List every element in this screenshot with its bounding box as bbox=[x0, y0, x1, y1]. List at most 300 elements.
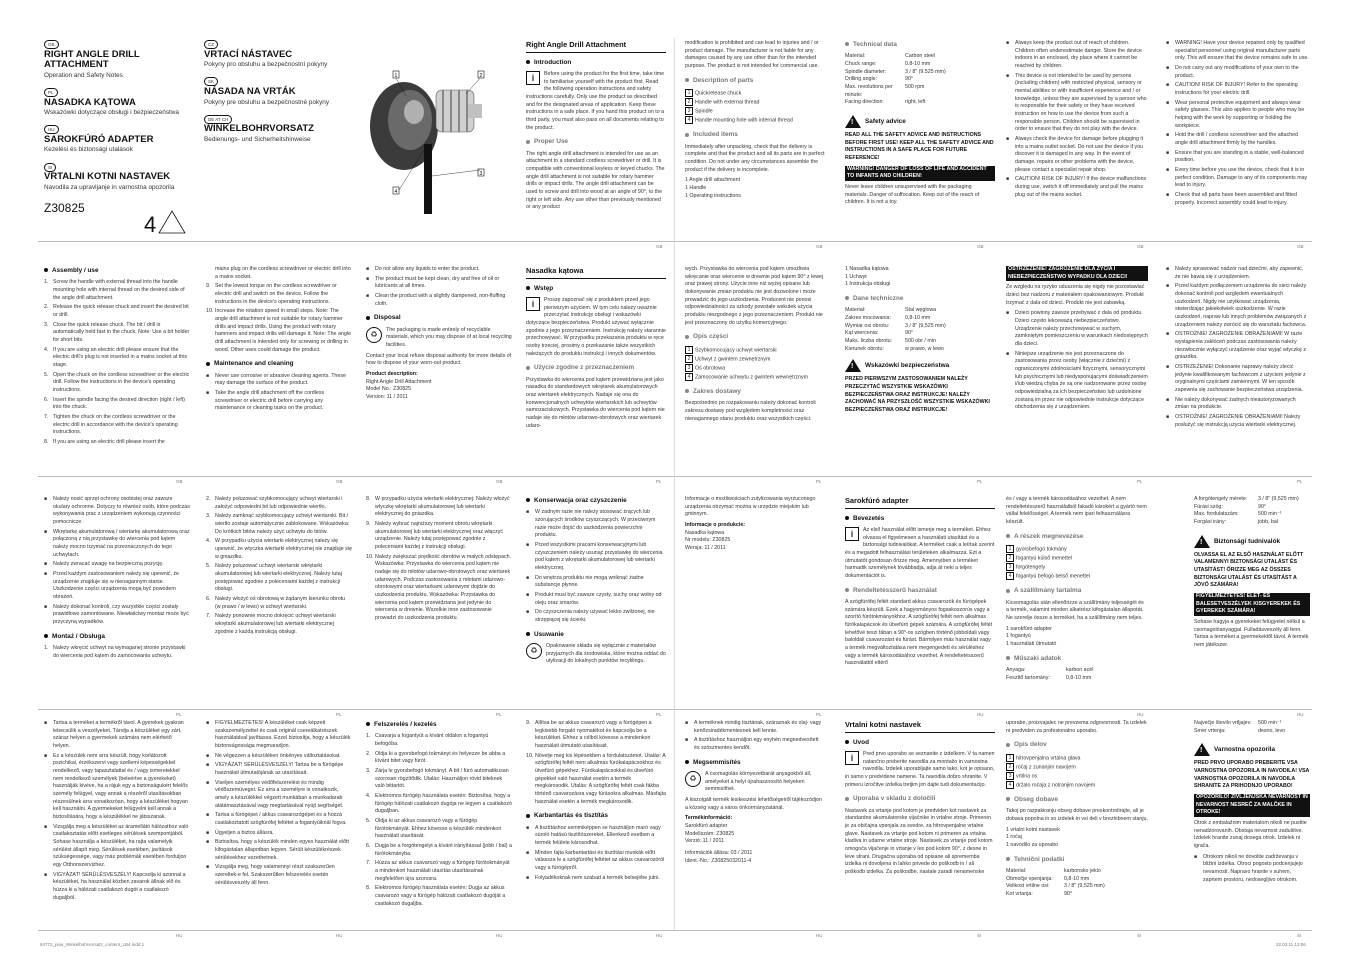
included-item: 1 Angle drill attachment bbox=[685, 177, 741, 184]
tech-key: Materiał: bbox=[845, 307, 866, 314]
product-description-heading: Product description: bbox=[366, 371, 418, 377]
tech-value: desno, levo bbox=[1258, 727, 1286, 734]
part-num-4: 4 bbox=[685, 373, 693, 381]
footer-lang: SI bbox=[1137, 933, 1142, 938]
bullet-dot bbox=[44, 268, 48, 272]
bullet-dot bbox=[845, 42, 849, 46]
footer-lang: GB bbox=[1297, 244, 1304, 249]
safety-text: PRED PRVO UPORABO PREBERITE VSA VARNOSTNA OPOZORILA IN NAVODILA! VSA VARNOSTNA OPOZORILA IN NAVODILA SHRANITE ZA PRIHODNJO UPORABO! bbox=[1194, 760, 1310, 790]
list-item: ■ Ez a készülék nem arra készült, hogy korlátozott pszichikai, érzékszervi vagy szellemi képességekkel rendelkező, vagy tapasztalattal és / vagy ismeretekkel nem rendelkező személyek (beleértve a gyerekeket) használják kivéve, ha a rájuk egy a biztonságukért felelős személy felügyel, vagy annak a részéről utasításokban részesülnek arra vonatkozóan, hogy a készüléket hogyan kell használni. A gyermekeket felügyelni kell annak a biztosítására, hogy a készülékkel ne játsszanak. bbox=[44, 753, 190, 822]
part-num-3: 3 bbox=[685, 107, 693, 115]
pl-col-1 bbox=[526, 266, 666, 472]
list-item: ■ Always check the device for damage before plugging it into a mains outlet socket. Do not use the device if you discover it is damaged in any way. In the event of damage, repairs or other problems with the device, please contact a specialist repair shop. bbox=[1006, 136, 1148, 174]
bullet-dot bbox=[685, 335, 689, 339]
step: Elektromos fúrógép használata esetén: Dugja az akkus csavarozó vagy a fúrógép hálózati csatlakozó dugóját a csatlakozó dugaljba. bbox=[375, 885, 506, 907]
step: Set the lowest torque on the cordless screwdriver or electric drill and switch on the device. Follow the instructions in the device's operating instructions. bbox=[215, 283, 337, 305]
bullet-dot bbox=[845, 516, 849, 520]
list-item: ■ Przed każdym podłączeniem urządzenia do sieci należy dokonać kontroli pod względem ewentualnych uszkodzeń. Nigdy nie użytkować urządzenia, stwierdzając jakiekolwiek uszkodzenie. W razie uszkodzeń, napraw lub innych problemów związanych z urządzeniem należy zwrócić się do warsztatu fachowca. bbox=[1166, 283, 1310, 329]
section-title: Nasadka kątowa bbox=[526, 266, 666, 279]
part-num-4: 4 bbox=[685, 116, 693, 124]
lang-code: DE AT CH bbox=[204, 115, 232, 124]
product-info: Információk állása: 03 / 2011 bbox=[685, 850, 753, 857]
footer-lang: SI bbox=[1297, 933, 1302, 938]
recycle-icon: ♻ bbox=[526, 643, 542, 659]
bullet-dot bbox=[526, 814, 530, 818]
included-text: Kicsomagolás után ellenőrizze a szállítmány teljességét és a termék, valamint minden alkatrész kifogástalan állapotát. Ne szerelje össze a terméket, ha a szállítmány nem teljes. bbox=[1006, 599, 1144, 621]
included-item: 1 navodilo za uporabo bbox=[1006, 841, 1059, 848]
step: W przypadku użycia wiertarki elektrycznej należy się upewnić, że wtyczka wiertarki elektrycznej nie znajduje się w gniazdku. bbox=[215, 538, 352, 560]
part-num-1: 1 bbox=[685, 89, 693, 97]
use-text: Nastavek za vrtanje pod kotom je predviden kot nastavek za standardne akumulatorske vijačnike in vrtalne stroje. Primeren je za običajna vpenjala za svedre, za hitrovpenjalne vrtalne glave. Nastavek za vrtanje pod kotom ni primeren za vrtalna kladiva in udarne vrtalne stroje. Nastavek za vrtanje pod kotom omogoča vijačenje in vrtanje v les pod kotom 90°, z desne in leve strani. Drugačna uporaba od opisane ali sprememba izdelka ni dovoljena in lahko privede do poškodb in / ali poškodb izdelka. Za poškodbe, nastale zaradi nenamenske bbox=[845, 807, 993, 876]
heading-included: Obseg dobave bbox=[1014, 795, 1059, 803]
part-item: vrtilna os bbox=[1016, 773, 1038, 780]
footer-lang: SI bbox=[977, 933, 982, 938]
included-text: Immediately after unpacking, check that the delivery is complete and that the product and all its parts are in perfect condition. Do not under any circumstances assemble the product if the delivery is incomplete. bbox=[685, 143, 825, 173]
list-item: ■ Należy zwracać uwagę na bezpieczną pozycję. bbox=[44, 561, 190, 569]
part-item: Spindle bbox=[695, 108, 713, 115]
part-item: Handle with external thread bbox=[695, 99, 760, 106]
step: Csavarja a fogantyút a kívánt oldalon a fogantyú befogóba. bbox=[375, 733, 489, 747]
pl-col-3 bbox=[845, 266, 995, 472]
list-item: ■ Ügyeljen a biztos állásra. bbox=[206, 830, 352, 838]
hu2-col-3: Felszerelés / kezelés 1. Csavarja a fogantyút a kívánt oldalon a fogantyú befogóba. 2. Oldja ki a gyorsbefogó tokmányt és helyezze be abba a kívánt bitet vagy fúrót. 3. Zárja le gyorsbefogó tokmányt. A bit / fúró automatikusan szorosan rögzítődik. Utalás: Használjon rövid biteknek való bittartót. 4. Elektromos fúrógép használata esetén: Biztosítsa, hogy a fúrógép hálózati csatlakozó dugója ne legyen a csatlakozó dugaljban. 5. Oldja ki az akkus csavarozó vagy a fúrógép fúrótokmányát. Ehhez kövesse a készülék mindenkori használati utasítását. 6. Dugja be a forgótengelyt a kívánt irányítással (jobb / bal) a fúrótokmányba. 7. Húzza az akkus csavarozó vagy a fúrógép fúrótokmányát a mindenkori használati utasítás utasításainak megfelelően újra szorosra. 8. Elektromos fúrógép használata esetén: Dugja az akkus csavarozó vagy a fúrógép hálózati csatlakozó dugóját a csatlakozó dugaljba. bbox=[366, 721, 512, 907]
tech-key: Kierunek obrotu: bbox=[845, 345, 884, 352]
tech-key: Anyaga: bbox=[1006, 666, 1026, 673]
heading-safety: Biztonsági tudnivalók bbox=[1214, 537, 1281, 545]
list-item: ■ Niniejsze urządzenie nie jest przeznaczone do zastosowania przez osoby (włącznie z dziećmi) z ograniczonymi zdolnościami fizycznymi, sensorycznymi lub psychicznymi lub niedysponującymi doświadczeniem i/lub wiedzą chyba że są one nadzorowane przez osobę odpowiedzialną za ich bezpieczeństwo lub uzdolnione zostaną im przez nie odpowiednie instrukcje dotyczące obchodzenia się z urządzeniem. bbox=[1006, 351, 1148, 412]
product-info: Verzió: 11 / 2011 bbox=[685, 838, 724, 845]
recycle-icon: ♻ bbox=[685, 771, 701, 787]
included-text: Bezpośrednio po rozpakowaniu należy dokonać kontroli zakresu dostawy pod względem kompletności oraz nienagannego stanu produktu oraz wszystkich części. bbox=[685, 400, 816, 422]
list-item: ■ Biztosítsa, hogy a készülék minden egyes használat előtt kifogástalan állapotban legyen. Sérült készülékrészek sérülésekhez vezethetnek. bbox=[206, 839, 352, 862]
part-num-3: 3 bbox=[1006, 772, 1014, 780]
bullet-dot bbox=[1006, 797, 1010, 801]
included-item: 1 Nasadka kątowa bbox=[845, 266, 889, 272]
included-item: 1 Handle bbox=[685, 184, 707, 191]
list-item: ■ Always keep the product out of reach of children. Children often underestimate danger. Store the device indoors in an enclosed, dry place where it cannot be reached by children. bbox=[1006, 40, 1148, 71]
list-item: ■ Wear personal protective equipment and always wear safety glasses. This also applies to people who may be helping with the work by supporting or holding the workpiece. bbox=[1166, 100, 1310, 131]
list-item: ■ VIGYÁZAT! SÉRÜLÉSVESZÉLY! Kapcsolja ki azonnal a készüléket, ha használat közben zavarok állnak elő és húzza ki a hálózati csatlakozó dugót a csatlakozó dugaljból. bbox=[44, 872, 190, 903]
included-item: 1 fogantyú bbox=[1006, 633, 1031, 640]
product-info: Version: 11 / 2011 bbox=[366, 394, 408, 401]
disposal-text: A kiszolgált termék lesikeszési lehetőségeiről tájékozódjon a község vagy a város önkormányzatánál. bbox=[685, 796, 822, 811]
tech-value: Carbon steel bbox=[905, 53, 936, 60]
heading-introduction: Wstęp bbox=[534, 284, 554, 292]
tech-value: 0.8-10 mm bbox=[905, 60, 931, 67]
part-num-4: 4 bbox=[1006, 781, 1014, 789]
step: Elektromos fúrógép használata esetén: Biztosítsa, hogy a fúrógép hálózati csatlakozó dugója ne legyen a csatlakozó dugaljban. bbox=[375, 792, 512, 815]
bullet-dot bbox=[685, 389, 689, 393]
list-item: ■ Hold the drill / cordless screwdriver and the attached angle drill attachment firmly by the handles. bbox=[1166, 132, 1310, 147]
step: mains plug on the cordless screwdriver or electric drill into a mains socket. bbox=[215, 266, 351, 280]
pl-col-2 bbox=[685, 266, 825, 472]
divider bbox=[38, 930, 1312, 931]
footer-lang: PL bbox=[336, 712, 342, 717]
product-info: Ident.-No.: Z30825032011-4 bbox=[685, 857, 752, 864]
intro-text: Before using the product for the first time, take time to familiarise yourself with the product first. Read the following operation instructions and safety instructions carefully. Only use the product as described and for the designated areas of application. Keep these instructions in a safe place. If you hand this product on to a third party, you must also pass on all documents relating to the product. bbox=[526, 71, 665, 131]
lang-code: PL bbox=[44, 88, 58, 97]
heading-parts: Opis części bbox=[693, 333, 729, 341]
step: Oldja ki az akkus csavarozó vagy a fúrógép fúrótokmányát. Ehhez kövesse a készülék mindenkori használati utasítását. bbox=[375, 818, 502, 840]
list-item: ■ Minden fajta karbantartási és tisztítási munkák előtt válassza le a szögfúrófej feltétet az akkus csavarozóról vagy a fúrógépről. bbox=[526, 850, 666, 873]
bullet-dot bbox=[685, 133, 689, 137]
footer-lang: GB bbox=[176, 479, 183, 484]
part-num-1: 1 bbox=[685, 346, 693, 354]
list-item: ■ W żadnym razie nie należy stosować żrących lub szorujących środków czyszczących. W przeciwnym razie może dojść do uszkodzenia powierzchni produktu. bbox=[526, 509, 666, 540]
tech-value: 3 / 8" (9,525 mm) bbox=[905, 322, 946, 329]
tech-value: w prawo, w lewo bbox=[905, 345, 944, 352]
tech-key: Območje vpenjanja: bbox=[1006, 875, 1053, 882]
heading-maintenance: Konserwacja oraz czyszczenie bbox=[534, 497, 627, 504]
tech-key: Velikost vrtilne osi: bbox=[1006, 883, 1050, 890]
product-info: Model No.: Z30825 bbox=[366, 386, 412, 393]
part-num-1: 1 bbox=[1006, 754, 1014, 762]
lang-code: CZ bbox=[204, 40, 218, 49]
section-title: Vrtalni kotni nastavek bbox=[845, 720, 995, 733]
warning-icon: ! bbox=[845, 359, 861, 372]
label-2: 2 bbox=[479, 73, 483, 79]
footer-lang: HU bbox=[176, 933, 183, 938]
step: Tighten the chuck on the cordless screwdriver or the electric drill in accordance with the device's operating instructions. bbox=[53, 414, 178, 436]
bullet-dot bbox=[685, 760, 689, 764]
part-num-1: 1 bbox=[1006, 545, 1014, 553]
part-item: Uchwyt z gwintem zewnętrznym bbox=[695, 356, 771, 363]
part-item: Szybkomocujący uchwyt wiertarski bbox=[695, 347, 777, 354]
print-file-name: 64772_pow_Winkelbohrvorsatz_content_LB4.indd 1 bbox=[40, 942, 145, 947]
cover-sub-hu: Kezelési és biztonsági utalások bbox=[44, 146, 133, 154]
cover-sub-cz: Pokyny pro obsluhu a bezpečnostní pokyny bbox=[204, 61, 328, 69]
step: Húzza az akkus csavarozó vagy a fúrógép fúrótokmányát a mindenkori használati utasítás utasításainak megfelelően újra szorosra. bbox=[375, 860, 510, 882]
hu2-col-1 bbox=[44, 720, 190, 926]
tech-key: Kąt wiercenia: bbox=[845, 330, 879, 337]
tech-value: 3 / 8" (9,525 mm) bbox=[1064, 883, 1105, 890]
cover-title-gb: RIGHT ANGLE DRILL ATTACHMENT bbox=[44, 48, 140, 71]
list-item: ■ Przed każdym zastosowaniem należy się upewnić, że urządzenie znajduje się w nienagannym stanie. Uszkodzenie części urządzenia mogą być powodem obrażeń. bbox=[44, 571, 190, 602]
si-col-1 bbox=[845, 720, 995, 926]
part-num-3: 3 bbox=[1006, 563, 1014, 571]
warning-label: WARNING! DANGER OF LOSS OF LIFE AND ACCIDENT TO INFANTS AND CHILDREN! bbox=[845, 166, 995, 181]
tech-key: Facing direction: bbox=[845, 99, 884, 106]
heading-proper-use: Uporaba v skladu z določili bbox=[853, 795, 936, 803]
list-item: ■ OSTROŻNIE! ZAGROŻENIE OBRAŻENIAMI! Należy posłużyć się instrukcją użycia wiertarki elektrycznej. bbox=[1166, 414, 1310, 429]
step: Należy poluzować szybkomocujący uchwyt wiertarski i założyć odpowiedni bit lub odpowiednie wiertło. bbox=[215, 496, 343, 510]
label-4: 4 bbox=[394, 189, 398, 195]
bullet-dot bbox=[1006, 743, 1010, 747]
heading-safety: Safety advice bbox=[865, 118, 906, 126]
included-item: 1 sarokfúró adapter bbox=[1006, 625, 1052, 632]
print-timestamp: 22.03.11 13:06 bbox=[1276, 942, 1306, 947]
heading-safety: Wskazówki bezpieczeństwa bbox=[865, 362, 950, 370]
heading-included: Included items bbox=[693, 131, 738, 139]
lang-code: SI bbox=[44, 163, 56, 172]
step: Należy włożyć oś obrotową w żądanym kierunku obrotu (w prawo / w lewo) w uchwyt wiertarski. bbox=[215, 596, 346, 610]
list-item: ■ Otrokom nikoli ne dovolite zadrževanja v bližini izdelka. Otroci pogosto podcenjujejo nevarnosti. Napravo hranite v suhem, zaprtem prostoru, nedosegljivo otrokom. bbox=[1194, 854, 1310, 885]
warning-icon: ! bbox=[845, 115, 861, 128]
cover-sub-si: Navodila za upravljanje in varnostna opozorila bbox=[44, 183, 175, 191]
list-item: ■ Produkt musi być zawsze czysty, suchy oraz wolny od oleju oraz smarów. bbox=[526, 592, 666, 607]
part-num-2: 2 bbox=[1006, 554, 1014, 562]
list-item: ■ Check that all parts have been assembled and fitted properly. Incorrect assembly could lead to injury. bbox=[1166, 192, 1310, 207]
gb-col-1 bbox=[526, 40, 666, 236]
tech-value: 3 / 8" (9,525 mm) bbox=[1258, 496, 1299, 502]
disposal-text: Opakowanie składa się wyłącznie z materiałów przyjaznych dla środowiska, które można oddać do utylizacji do lokalnych punktów recyklingu. bbox=[546, 642, 666, 665]
footer-lang: GB bbox=[496, 479, 503, 484]
label-3: 3 bbox=[479, 171, 483, 177]
part-num-2: 2 bbox=[1006, 763, 1014, 771]
product-info: Nr modelu: Z30825 bbox=[685, 537, 731, 544]
footer-lang: GB bbox=[816, 244, 823, 249]
warning-icon: ! bbox=[1194, 743, 1210, 756]
step: Oldja ki a gyorsbefogó tokmányt és helyezze be abba a kívánt bitet vagy fúrót. bbox=[375, 750, 506, 765]
footer-lang: PL bbox=[977, 479, 983, 484]
si-col-2 bbox=[1006, 720, 1148, 926]
info-icon: i bbox=[526, 71, 540, 85]
tech-key: Fúrási szög: bbox=[1194, 503, 1223, 510]
warning-text: Ze względu na ryzyko uduszenia się nigdy nie pozostawiać dzieci bez nadzoru z materiałem opakowaniowym. Produkt trzymać z dala od dzieci. Produkt nie jest zabawką. bbox=[1006, 284, 1145, 306]
list-item: ■ Never use corrosive or abrasive cleaning agents. These may damage the surface of the product. bbox=[206, 373, 352, 388]
footer-lang: GB bbox=[656, 244, 663, 249]
footer-lang: HU bbox=[816, 933, 823, 938]
included-text: Takoj po razpakiranju obseg dobave preskontrolirajte, ali je dobava popolna in so izdelek in vsi deli v brezhibnem stanju. bbox=[1006, 808, 1148, 822]
pl-col-4 bbox=[1006, 266, 1148, 472]
bullet-dot bbox=[206, 362, 210, 366]
use-text-cont: és / vagy a termék károsodásához vezethet. A nem rendeltetésszerű használatból fakadó károkért a gyártó nem vállal felelősséget. A termék nem ipari felhasználásra készült. bbox=[1006, 496, 1147, 526]
tech-value: 500 min⁻¹ bbox=[1258, 511, 1282, 518]
info-icon: i bbox=[845, 527, 859, 541]
use-text: A szögfúrófej feltét standard akkus csavarozók és fúrógépek számára készült. Ezek a hagyományos fogaskoszorús vagy a szorító fúrótokmányokhoz. A szögfúrófej feltét nem alkalmas fúrókalapácsok és ütvefúró gépek számára. A szögfúrófej feltét lehetővé teszi fában a 90°-os szögben történő jobboldali vagy baloldali csavarozást és fúrást. Bármilyen más használat vagy a termék megváltoztatása nem megengedett és sérüléshez vagy a termék károsodásához vezethet. A rendeltetésszerű használattól eltérő bbox=[845, 599, 993, 667]
safety-text: PRZED PIERWSZYM ZASTOSOWANIEM NALEŻY PRZECZYTAĆ WSZYSTKIE WSKAZÓWKI BEZPIECZEŃSTWA ORAZ INSTRUKCJE! NALEŻY ZACHOWAĆ NA PRZYSZŁOŚĆ WSZYSTKIE WSKAZÓWKI BEZPIECZEŃSTWA ORAZ INSTRUKCJE! bbox=[845, 376, 990, 414]
included-item: 1 Operating instructions bbox=[685, 192, 741, 199]
step: Należy poluzować uchwyt wiertarski wkrętarki akumulatorowej lub wiertarki elektrycznej. Należy tutaj postępować zgodnie z poleceniami każdej z instrukcji obsługi. bbox=[215, 563, 342, 593]
pl2-col-1: ■ Należy nosić sprzęt ochrony osobistej oraz zawsze okulary ochronne. Dotyczy to również osób, które podczas wykonywania prac z urządzeniem wykonują czynności pomocnicze. ■ Wkrętarkę akumulatorową / wiertarkę akumulatorową oraz połączoną z nią przystawkę do wiercenia pod kątem należy mocno trzymać na przeznaczonych do tego uchwytach. ■ Należy zwracać uwagę na bezpieczną pozycję. ■ Przed każdym zastosowaniem należy się upewnić, że urządzenie znajduje się w nienagannym stanie. Uszkodzenie części urządzenia mogą być powodem obrażeń. ■ Należy dokonać kontroli, czy wszystkie części zostały prawidłowo zamontowane. Niewłaściwy montaż może być przyczyną wypadków. Montaż / Obsługa 1. Należy wkręcić uchwyt na wymaganej stronie przystawki do wiercenia pod kątem do zamocowania uchwytu. bbox=[44, 496, 190, 704]
use-text-cont: wych. Przystawka do wiercenia pod kątem umożliwia wkręcanie oraz wiercenie w drewnie pod kątem 90° z lewej oraz prawej strony. Użycie inne niż wyżej opisane lub dokonywanie zmian produktu nie jest dozwolone i może prowadzić do jego uszkodzenia. Producent nie ponosi odpowiedzialności za szkody powstałe wskutek użycia produktu niezgodnego z jego przeznaczeniem. Produkt nie jest przeznaczony do użytku komercyjnego. bbox=[685, 266, 824, 326]
list-item: ■ Wkrętarkę akumulatorową / wiertarkę akumulatorową oraz połączoną z nią przystawkę do wiercenia pod kątem należy mocno trzymać na przeznaczonych do tego uchwytach. bbox=[44, 529, 190, 560]
list-item: ■ Do not carry out any modifications of your own to the product. bbox=[1166, 65, 1310, 80]
step: Należy zamknąć szybkomocujący uchwyt wiertarski. Bit / wiertło zostaje automatycznie zablokowane. Wskazówka: Do krótkich bitów należy użyć uchwytu do bitów. bbox=[215, 513, 350, 535]
list-item: ■ WARNING! Have your device repaired only by qualified specialist personnel using original manufacturer parts only. This will ensure that the device remains safe to use. bbox=[1166, 40, 1310, 63]
gb-col-3 bbox=[845, 40, 995, 236]
list-item: ■ Do not allow any liquids to enter the product. bbox=[366, 266, 512, 274]
intro-text: Proszę zapoznać się z produktem przed jego pierwszym użyciem. W tym celu należy uważnie przeczytać instrukcję obsługi i wskazówki dotyczące bezpieczeństwa. Produkt używać wyłącznie zgodnie z jego przeznaczeniem. Instrukcję należy starannie przechowywać. W przypadku przekazania produktu w ręce osoby trzeciej, prosimy o przekazanie także wszystkich należących do produktu instrukcji i innych dokumentów. bbox=[526, 297, 666, 357]
cover-sub-sk: Pokyny pre obsluhu a bezpečnostné pokyny bbox=[204, 98, 330, 106]
list-item: ■ Należy nosić sprzęt ochrony osobistej oraz zawsze okulary ochronne. Dotyczy to również osób, które podczas wykonywania prac z urządzeniem wykonują czynności pomocnicze. bbox=[44, 496, 190, 527]
label-1: 1 bbox=[394, 73, 398, 79]
safety-text: OLVASSA EL AZ ELSŐ HASZNÁLAT ELŐTT VALAMENNYI BIZTONSÁGI UTALÁST ÉS UTASÍTÁST! ŐRIZZE MEG AZ ÖSSZES BIZTONSÁGI UTALÁST ÉS UTASÍTÁST A JÖVŐ SZÁMÁRA! bbox=[1194, 551, 1304, 589]
heading-tech-data: Dane techniczne bbox=[853, 295, 904, 303]
part-num-2: 2 bbox=[685, 98, 693, 106]
bullet-dot bbox=[526, 286, 530, 290]
bullet-dot bbox=[845, 740, 849, 744]
list-item: ■ Clean the product with a slightly dampened, non-fluffing cloth. bbox=[366, 293, 512, 308]
hu2-col-2 bbox=[206, 720, 352, 926]
heading-proper-use: Proper Use bbox=[534, 138, 569, 146]
tech-key: Največje število vrtljajev: bbox=[1194, 720, 1252, 726]
bullet-dot bbox=[526, 498, 530, 502]
part-num-2: 2 bbox=[685, 355, 693, 363]
tech-value: 90° bbox=[905, 76, 914, 83]
footer-lang: PL bbox=[1297, 479, 1303, 484]
tech-value: 90° bbox=[905, 330, 914, 337]
safety-text: READ ALL THE SAFETY ADVICE AND INSTRUCTIONS BEFORE FIRST USE! KEEP ALL THE SAFETY ADVICE AND INSTRUCTIONS IN A SAFE PLACE FOR FUTURE REFERENCE! bbox=[845, 131, 994, 161]
list-item: ■ VIGYÁZAT! SÉRÜLÉSVESZÉLY! Tartsa be a fúrógépe használati útmutatójának az utasításait. bbox=[206, 762, 352, 777]
bullet-dot bbox=[1006, 589, 1010, 593]
bullet-dot bbox=[526, 140, 530, 144]
bullet-dot bbox=[845, 797, 849, 801]
heading-safety: Varnostna opozorila bbox=[1214, 746, 1276, 754]
heading-proper-use: Użycie zgodne z przeznaczeniem bbox=[534, 364, 635, 372]
warning-icon: ! bbox=[1194, 535, 1210, 548]
included-item: 1 ročaj bbox=[1006, 834, 1022, 841]
tech-key: Max. fordulatszám: bbox=[1194, 511, 1239, 518]
list-item: ■ Dzieci powinny zawsze przebywać z dala od produktu. Dzieci często lekceważą niebezpieczeństwo. Urządzenie należy przechowywać w suchym, zamkniętym pomieszczeniu w warunkach niedostępnych dla dzieci. bbox=[1006, 310, 1148, 348]
list-item: ■ Należy dokonać kontroli, czy wszystkie części zostały prawidłowo zamontowane. Niewłaściwy montaż może być przyczyną wypadków. bbox=[44, 604, 190, 627]
tech-value: 0,8-10 mm bbox=[1066, 674, 1092, 681]
product-info: Wersja: 11 / 2011 bbox=[685, 545, 726, 552]
cover-sub-de: Bedienungs- und Sicherheitshinweise bbox=[204, 135, 311, 143]
footer-lang: GB bbox=[336, 479, 343, 484]
heading-introduction: Bevezetés bbox=[853, 514, 885, 522]
heading-assembly: Felszerelés / kezelés bbox=[374, 721, 437, 728]
warning-label: OSTRZEŻENIE! ZAGROŻENIE DLA ŻYCIA I NIEBEZPIECZEŃSTWO WYPADKU DLA DZIECI! bbox=[1006, 266, 1148, 281]
heading-tech-data: Tehnični podatki bbox=[1014, 855, 1065, 863]
tech-key: Material: bbox=[1006, 867, 1027, 874]
intro-text: Pred prvo uporabo se seznanite z izdelkom. V ta namen natančno preberite navodila za montažo in varnostna navodila. Izdelek uporabljajte samo tako, kot je opisano, in samo v predvidene namene. Ta navodila dobro shranite. V primeru izročitve izdelka tretjim jim dajte tudi dokumentacijo. bbox=[845, 751, 995, 788]
tech-key: Drilling angle: bbox=[845, 76, 878, 83]
cover-title-pl: NASADKA KĄTOWA bbox=[44, 96, 136, 108]
tech-key: Zakres mocowania: bbox=[845, 314, 891, 321]
footer-lang: PL bbox=[656, 712, 662, 717]
list-item: ■ CAUTION! RISK OF INJURY! If the device malfunctions during use, switch it off immediately and pull the mains plug out of the mains socket. bbox=[1006, 176, 1148, 199]
step: Zárja le gyorsbefogó tokmányt. A bit / fúró automatikusan szorosan rögzítődik. Utalás: Használjon rövid biteknek való bittartót. bbox=[375, 767, 509, 790]
list-item: ■ CAUTION! RISK OF INJURY! Refer to the operating instructions for your electric drill. bbox=[1166, 82, 1310, 97]
disposal-text: The packaging is made entirely of recyclable materials, which you may dispose of at local recycling facilities. bbox=[386, 326, 512, 348]
list-item: ■ Viseljen személyes védőfelszerelést és mindig védőszemüveget. Ez arra a személyre is vonatkozik, amely a készülékkel végzett munkában a munkadarab alátámasztásával vagy megtartásával nyújt segítséget. bbox=[206, 780, 352, 811]
step: Növelje meg kis lépésekben a fordulatszámot. Utalás: A szögfúrófej feltét nem alkalmas fúrókalapácsokhoz és ütvefúró gépekhez. Fúrókalapácsokkal és ütvefúró gépekkel való használat esetén a termék megkárosodik. Utalás: A szögfúrófej feltét csak fákba történő csavarozásra vagy fúrásokra alkalmas. Másfajta használat esetén a termék megkárosodik. bbox=[535, 752, 666, 805]
divider bbox=[38, 709, 1312, 710]
footer-lang: PL bbox=[656, 479, 662, 484]
heading-parts: Opis delov bbox=[1014, 741, 1047, 749]
pl-col-5 bbox=[1166, 266, 1310, 472]
gb-col-5 bbox=[1166, 40, 1310, 236]
info-icon: i bbox=[845, 751, 859, 765]
footer-lang: GB bbox=[1137, 244, 1144, 249]
tech-value: jobb, bal bbox=[1258, 519, 1279, 526]
cover-right bbox=[204, 40, 364, 240]
heading-included: A szállítmány tartalma bbox=[1014, 587, 1082, 595]
heading-introduction: Introduction bbox=[534, 58, 572, 66]
footer-lang: HU bbox=[1297, 712, 1304, 717]
heading-assembly: Assembly / use bbox=[52, 267, 99, 274]
tech-key: Smer vrtenja: bbox=[1194, 727, 1226, 734]
step: Állítsa be az akkus csavarozó vagy a fúrógépen a legkisebb forgató nyomatékot és kapcsolja be a készüléket. Ehhez a célból kövesse a mindenkori használati útmutató utasításait. bbox=[535, 720, 652, 750]
list-item: ■ A terméknek mindig tisztának, száraznak és olaj- vagy kenőzsiradékmentesnek kell lennie. bbox=[685, 720, 825, 735]
list-item: ■ Take the angle drill attachment off the cordless screwdriver or electric drill before carrying any maintenance or cleaning tasks on the product. bbox=[206, 390, 352, 413]
divider bbox=[38, 476, 1312, 477]
heading-assembly: Montaż / Obsługa bbox=[52, 632, 105, 640]
part-item: Oś obrotowa bbox=[695, 365, 726, 372]
list-item: ■ This device is not intended to be used by persons (including children) with restricted physical, sensory or mental abilities or with insufficient experience and / or knowledge, unless they are supervised by a person who is responsible for their safety or they have received instruction on how to use the device from such a responsible person. Children should be supervised in order to ensure that they do not play with the device. bbox=[1006, 73, 1148, 134]
heading-disposal: Disposal bbox=[374, 314, 401, 322]
part-item: fogantyú külső menettel bbox=[1016, 555, 1072, 562]
tech-key: Spindle diameter: bbox=[845, 68, 887, 75]
part-item: fogantyú befogó belső menettel bbox=[1016, 573, 1090, 580]
part-item: Handle mounting hole with internal thread bbox=[695, 117, 793, 124]
gb2-col-1: Assembly / use 1. Screw the handle with external thread into the handle mounting hole with internal thread on the desired side of the angle drill attachment. 2. Release the quick release chuck and insert the desired bit or drill. 3. Close the quick release chuck. The bit / drill is automatically held fast in the chuck. Note: Use a bit holder for short bits. 4. If you are using an electric drill please ensure that the electric drill's plug is not inserted in a mains socket at this stage. 5. Open the chuck on the cordless screwdriver or the electric drill. Follow the instructions in the device's operating instructions. 6. Insert the spindle facing the desired direction (right / left) into the chuck. 7. Tighten the chuck on the cordless screwdriver or the electric drill in accordance with the device's operating instructions. 8. If you are using an electric drill please insert the bbox=[44, 267, 190, 446]
gb-col-2 bbox=[685, 40, 825, 236]
part-item: Quickrelease chuck bbox=[695, 90, 742, 97]
footer-lang: PL bbox=[496, 712, 502, 717]
product-info: Modellszám: Z30825 bbox=[685, 830, 735, 837]
gb2-col-2: mains plug on the cordless screwdriver or electric drill into a mains socket. 9. Set the lowest torque on the cordless screwdriver or electric drill and switch on the device. Follow the instructions in the device's operating instructions. 10. Increase the rotation speed in small steps. Note: The angle drill attachment is not suitable for rotary hammer drills and impact drills. Using the product with rotary hammers and impact drills will damage it. Note: The angle drill attachment is intended only for screwing or drilling in wood. Other uses could damage the product. Maintenance and cleaning ■ Never use corrosive or abrasive cleaning agents. These may damage the surface of the product. ■ Take the angle drill attachment off the cordless screwdriver or electric drill before carrying any maintenance or cleaning tasks on the product. bbox=[206, 266, 352, 472]
product-info: Right Angle Drill Attachment bbox=[366, 378, 432, 385]
bullet-dot bbox=[44, 634, 48, 638]
lang-code: HU bbox=[44, 125, 59, 134]
list-item: ■ Every time before you use the device, check that it is in perfect condition. Damage to any of its components may lead to injury. bbox=[1166, 167, 1310, 190]
tech-value: 500 rpm bbox=[905, 83, 925, 90]
list-item: ■ Do czyszczenia należy używać lekko zwilżonej, nie strzępiącej się ścierki. bbox=[526, 609, 666, 624]
step: Increase the rotation speed in small steps. Note: The angle drill attachment is not suitable for rotary hammer drills and impact drills. Using the product with rotary hammers and impact drills will damage it. Note: The angle drill attachment is intended only for screwing or drilling in wood. Other uses could damage the product. bbox=[215, 308, 351, 353]
tech-key: Maks. liczba obrotu: bbox=[845, 337, 893, 344]
bullet-dot bbox=[845, 296, 849, 300]
list-item: ■ Przed wszystkimi pracami konserwacyjnymi lub czyszczeniem należy usunąć przystawkę do wiercenia pod kątem z wkrętarki akumulatorowej lub wiertarki elektrycznej. bbox=[526, 542, 666, 573]
tech-value: 500 min⁻¹ bbox=[1258, 720, 1282, 726]
si-col-3 bbox=[1194, 720, 1310, 926]
lang-code: GB bbox=[44, 40, 59, 49]
product-description-heading: Informacje o produkcie: bbox=[685, 522, 746, 529]
heading-tech-data: Technical data bbox=[853, 41, 897, 48]
page-number: 4 bbox=[144, 212, 157, 237]
part-item: hitrovpenjalna vrtalna glava bbox=[1016, 755, 1081, 762]
tech-value: 0,8-10 mm bbox=[1064, 875, 1090, 882]
bullet-dot bbox=[526, 632, 530, 636]
heading-maintenance: Karbantartás és tisztítás bbox=[534, 812, 608, 820]
included-item: 1 Uchwyt bbox=[845, 273, 867, 280]
product-info: Sarokfúró adapter bbox=[685, 823, 728, 829]
gb2-col-3 bbox=[366, 266, 512, 472]
section-title: Sarokfúró adapter bbox=[845, 496, 995, 509]
disposal-text: A csomagolás környezetbarát anyagokból áll, amelyeket a helyi újrahasznosító helyeken semmisíthet. bbox=[705, 770, 812, 793]
heading-parts: Description of parts bbox=[693, 76, 754, 84]
pl2-col-2: 2. Należy poluzować szybkomocujący uchwyt wiertarski i założyć odpowiedni bit lub odpowiednie wiertło. 3. Należy zamknąć szybkomocujący uchwyt wiertarski. Bit / wiertło zostaje automatycznie zablokowane. Wskazówka: Do krótkich bitów należy użyć uchwytu do bitów. 4. W przypadku użycia wiertarki elektrycznej należy się upewnić, że wtyczka wiertarki elektrycznej nie znajduje się w gniazdku. 5. Należy poluzować uchwyt wiertarski wkrętarki akumulatorowej lub wiertarki elektrycznej. Należy tutaj postępować zgodnie z poleceniami każdej z instrukcji obsługi. 6. Należy włożyć oś obrotową w żądanym kierunku obrotu (w prawo / w lewo) w uchwyt wiertarski. 7. Należy ponownie mocno dokręcić uchwyt wiertarski wkrętarki akumulatorowej lub wiertarki elektrycznej zgodnie z każdą instrukcją obsługi. bbox=[206, 496, 352, 635]
product-info: Nasadka kątowa bbox=[685, 529, 725, 536]
footer-lang: PL bbox=[816, 479, 822, 484]
included-item: 1 vrtalni kotni nastavek bbox=[1006, 826, 1060, 833]
tech-key: Material: bbox=[845, 53, 866, 60]
heading-tech-data: Műszaki adatok bbox=[1014, 654, 1062, 662]
footer-lang: PL bbox=[816, 712, 822, 717]
tech-value: 3 / 8" (9.525 mm) bbox=[905, 68, 946, 75]
cover-title-de: WINKELBOHRVORSATZ bbox=[204, 123, 314, 135]
list-item: ■ Tartsa a fúrógépet / akkus csavarozógépet és a hozzá csatlakoztatott szögfúrófej feltétet a fogantyúiknál fogva. bbox=[206, 812, 352, 827]
use-text: The right angle drill attachment is intended for use as an attachment to a standard cordless screwdriver or drill. It is compatible with conventional keyless or keyed chucks. The angle drill attachment is not suitable for rotary hammer drills or impact drills. The angle drill attachment can be used to screw and drill into wood at an angle of 90°, to the right or left side. Any use other than previously mentioned or any product bbox=[526, 150, 665, 211]
tech-value: karbon acél bbox=[1066, 666, 1094, 673]
tech-value: 90° bbox=[1258, 503, 1267, 510]
tech-value: right, left bbox=[905, 99, 926, 106]
list-item: ■ Folyadékoknak nem szabad a termék belsejébe jutni. bbox=[526, 875, 666, 883]
step: Należy zwiększać prędkość obrotów w małych odstępach. Wskazówka: Przystawka do wiercenia pod kątem nie nadaje się do młotów udarowo-obrotowych oraz wiertarek udarowych. Podczas zastosowania z młotami udarowo-obrotowymi oraz wiertarkami udarowymi dojdzie do uszkodzenia produktu. Wskazówka: Przystawka do wiercenia pod kątem przewidziana jest jedynie do wiercenia w drewnie. Wszelkie inne zastosowanie prowadzi do uszkodzenia produktu. bbox=[375, 553, 512, 622]
use-text-cont: modification is prohibited and can lead to injuries and / or product damage. The manufacturer is not liable for any damages caused by any use other than for the intended purpose. The product is not intended for commercial use. bbox=[685, 40, 819, 70]
list-item: ■ Vizsgálja meg a készüléket az áramellátó hálózathoz való csatlakoztatás előtt esetleges sérülések szempontjából. Sohase használja a készüléket, ha rajta valamelyik sérülést állapít meg. Sérülések esetében, javítások szükségessége, vagy más problémák esetében forduljon egy Otthonszervizhez. bbox=[44, 824, 190, 870]
cover-title-sk: NÁSADA NA VRTÁK bbox=[204, 86, 296, 98]
heading-included: Zakres dostawy bbox=[693, 387, 741, 395]
pl2-col-4 bbox=[526, 496, 666, 704]
hu-col-3 bbox=[1194, 496, 1310, 704]
intro-text: Az első használat előtt ismerje meg a terméket. Ehhez olvassa el figyelmesen a használati utasítást és a biztonsági tudnivalókat. A terméket csak a leírtak szerint és a megadott felhasználási területeken alkalmazza. Ezt a útmutatót gondosan őrizze meg. Amennyiben a terméket harmadik személynek továbbadja, adja át neki a teljes dokumentációt is. bbox=[845, 527, 995, 580]
bullet-dot bbox=[1006, 534, 1010, 538]
footer-lang: GB bbox=[977, 244, 984, 249]
list-item: ■ A tisztításhoz semmiképpen se használjon maró vagy súroló hatású tisztítószereket. Ellenkező esetben a termék felülete károsodhat. bbox=[526, 825, 666, 848]
tech-value: 500 obr / min bbox=[905, 337, 936, 344]
